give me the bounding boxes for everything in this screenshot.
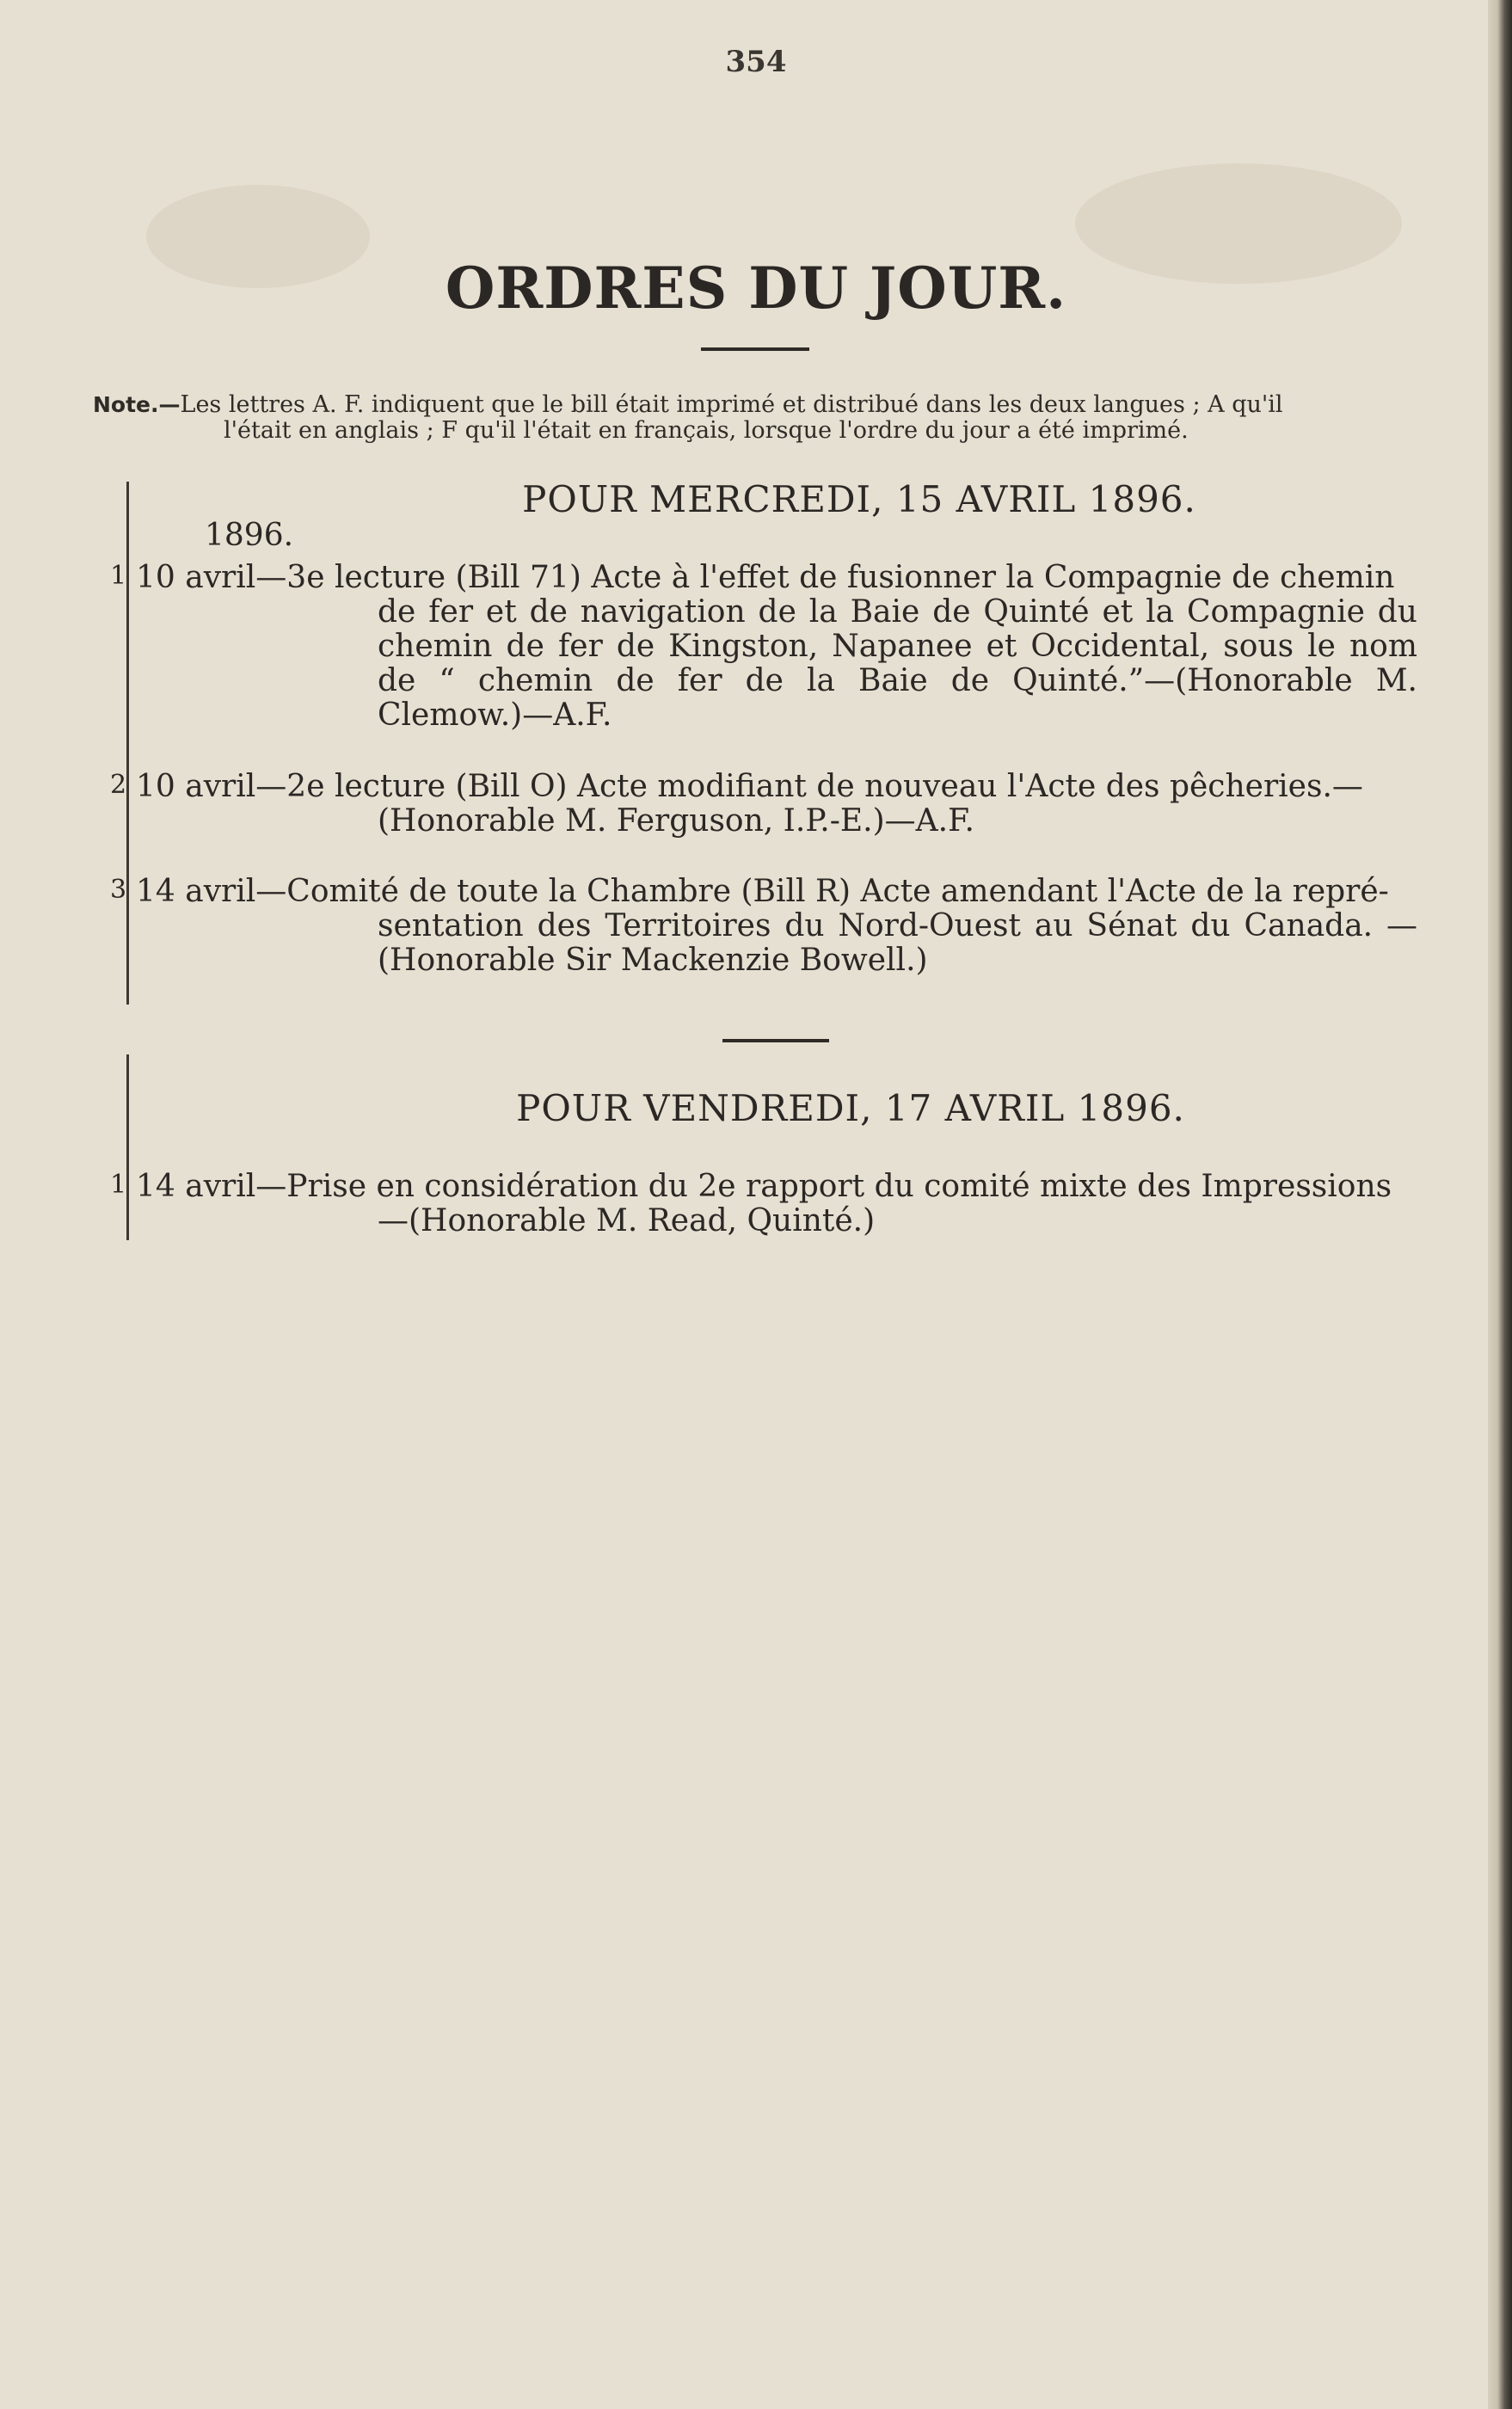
order-number: 2 xyxy=(110,770,127,800)
order-first-line: 10 avril—3e lecture (Bill 71) Acte à l'effet de fusionner la Compagnie de chemin xyxy=(136,560,1395,595)
order-number: 1 xyxy=(110,1170,127,1200)
note-paragraph xyxy=(93,392,1409,444)
order-item xyxy=(110,875,1417,978)
section-heading: POUR VENDREDI, 17 AVRIL 1896. xyxy=(516,1087,1185,1129)
section-divider xyxy=(722,1039,829,1042)
order-number: 3 xyxy=(110,875,127,905)
order-continuation: de fer et de navigation de la Baie de Quinté et la Compagnie du chemin de fer de Kingston, Napanee et Occidental, sous le nom de “ chemin de fer de la Baie de Quinté.”—(Honorable M. Clemow.)—A.F. xyxy=(378,594,1417,733)
section-heading: POUR MERCREDI, 15 AVRIL 1896. xyxy=(522,478,1196,520)
order-continuation: —(Honorable M. Read, Quinté.) xyxy=(378,1203,876,1238)
order-first-line: 10 avril—2e lecture (Bill O) Acte modifiant de nouveau l'Acte des pêcheries.— xyxy=(136,769,1363,804)
order-item xyxy=(110,1170,1417,1238)
note-label: Note.— xyxy=(93,392,181,417)
order-first-line: 14 avril—Prise en considération du 2e rapport du comité mixte des Impressions xyxy=(136,1169,1392,1204)
page-binding-edge xyxy=(1488,0,1512,2409)
order-item xyxy=(110,561,1417,733)
order-continuation: sentation des Territoires du Nord-Ouest au Sénat du Canada. —(Honorable Sir Mackenzie Bowell.) xyxy=(378,908,1417,978)
page-title: ORDRES DU JOUR. xyxy=(445,255,1067,322)
order-number: 1 xyxy=(110,561,127,591)
title-divider xyxy=(701,347,809,351)
order-first-line: 14 avril—Comité de toute la Chambre (Bill R) Acte amendant l'Acte de la repré- xyxy=(136,874,1389,909)
order-item xyxy=(110,770,1417,839)
year-label: 1896. xyxy=(205,518,294,553)
note-line-2: l'était en anglais ; F qu'il l'était en français, lorsque l'ordre du jour a été imprimé. xyxy=(224,417,1189,444)
order-continuation: (Honorable M. Ferguson, I.P.-E.)—A.F. xyxy=(378,803,974,839)
page-number: 354 xyxy=(725,45,787,79)
note-line-1: Les lettres A. F. indiquent que le bill était imprimé et distribué dans les deux langues ; A qu'il xyxy=(180,391,1283,418)
